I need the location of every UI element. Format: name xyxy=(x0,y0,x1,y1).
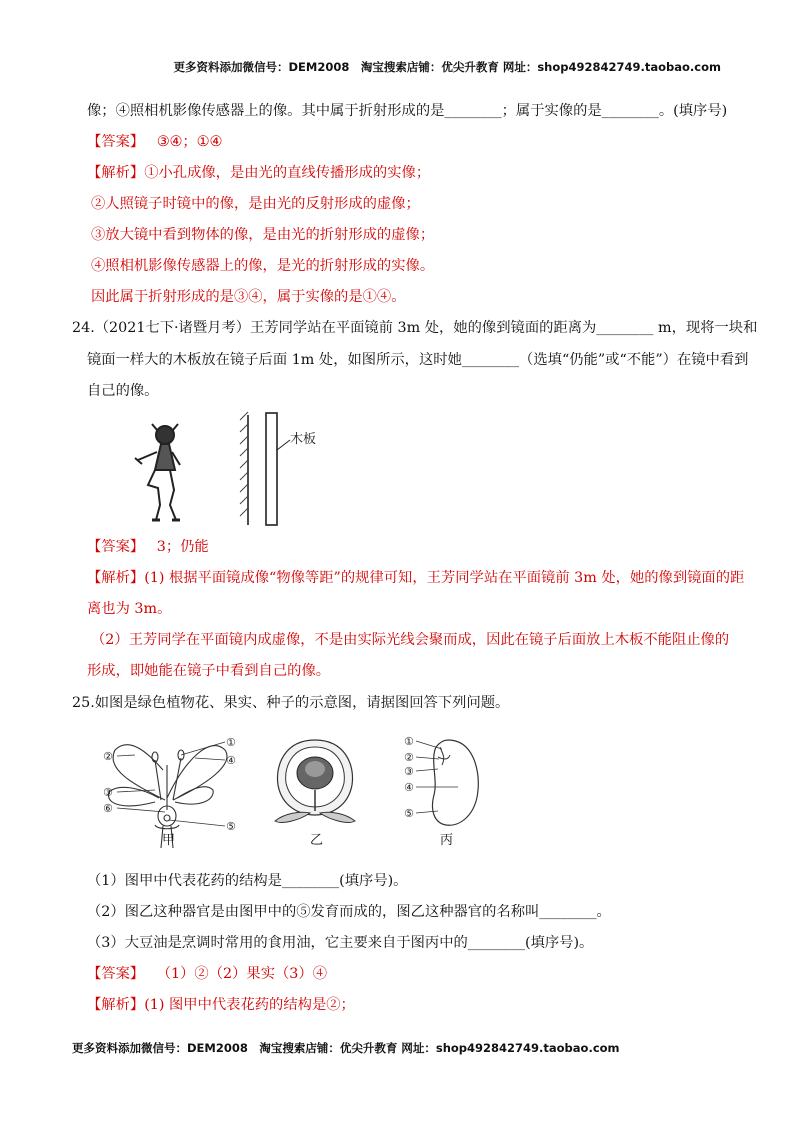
answer-text: ③④；①④ xyxy=(156,134,223,150)
page-header: 更多资料添加微信号：DEM2008 淘宝搜索店铺：优尖升教育 网址：shop492842749.taobao.com xyxy=(173,60,721,74)
q23-analysis-3: ③放大镜中看到物体的像，是由光的折射形成的虚像； xyxy=(91,227,435,243)
q24-analysis-1 xyxy=(87,568,744,588)
answer-label: 【答案】 xyxy=(87,966,145,982)
answer-text: （1）②（2）果实（3）④ xyxy=(156,966,327,982)
q23-analysis-1 xyxy=(87,163,430,183)
q25-answer xyxy=(87,964,327,984)
q23-analysis-2: ②人照镜子时镜中的像，是由光的反射形成的虚像； xyxy=(91,196,420,212)
q23-analysis-5: 因此属于折射形成的是③④，属于实像的是①④。 xyxy=(91,289,406,305)
q25-analysis-1 xyxy=(87,995,355,1015)
jia-label-3: ③ xyxy=(103,786,113,799)
plane-mirror xyxy=(240,412,248,525)
jia-label-5: ⑤ xyxy=(226,820,236,833)
fruit-diagram-yi xyxy=(270,735,360,827)
q24-analysis-3: （2）王芳同学在平面镜内成虚像，不是由实际光线会聚而成，因此在镜子后面放上木板不能阻止像的 xyxy=(91,632,730,648)
q25-intro: 25.如图是绿色植物花、果实、种子的示意图，请据图回答下列问题。 xyxy=(72,695,510,711)
jia-label-1: ① xyxy=(226,736,236,749)
analysis-text: ①小孔成像，是由光的直线传播形成的实像； xyxy=(144,165,431,181)
q23-question-tail: 像；④照相机影像传感器上的像。其中属于折射形成的是________；属于实像的是________。(填序号) xyxy=(87,103,728,119)
answer-label: 【答案】 xyxy=(87,134,145,150)
q24-question-line-2: 镜面一样大的木板放在镜子后面 1m 处，如图所示，这时她________（选填“仍能”或“不能”）在镜中看到 xyxy=(87,352,749,368)
fig-label-bing: 丙 xyxy=(440,833,454,848)
wooden-board xyxy=(266,413,277,525)
bing-label-5: ⑤ xyxy=(404,807,414,820)
fig-label-jia: 甲 xyxy=(162,833,176,848)
bing-label-3: ③ xyxy=(404,765,414,778)
analysis-text: (1) 根据平面镜成像“物像等距”的规律可知，王芳同学站在平面镜前 3m 处，她的像到镜面的距 xyxy=(144,570,745,586)
mirror-board-figure xyxy=(130,410,350,530)
q25-question-1: （1）图甲中代表花药的结构是________(填序号)。 xyxy=(87,873,408,889)
board-label: 木板 xyxy=(290,432,317,447)
page-footer: 更多资料添加微信号：DEM2008 淘宝搜索店铺：优尖升教育 网址：shop492842749.taobao.com xyxy=(72,1041,620,1055)
q24-analysis-4: 形成，即她能在镜子中看到自己的像。 xyxy=(87,663,331,679)
bing-label-1: ① xyxy=(404,735,414,748)
q24-answer xyxy=(87,537,209,557)
q25-question-2: （2）图乙这种器官是由图甲中的⑤发育而成的，图乙这种器官的名称叫________。 xyxy=(87,904,611,920)
q24-question-line-3: 自己的像。 xyxy=(87,383,159,399)
seed-diagram-bing xyxy=(398,735,488,831)
q24-question-line-1: 24.（2021七下·诸暨月考）王芳同学站在平面镜前 3m 处，她的像到镜面的距离为________ m，现将一块和 xyxy=(72,320,758,336)
q23-analysis-4: ④照相机影像传感器上的像，是光的折射形成的实像。 xyxy=(91,258,435,274)
q24-analysis-2: 离也为 3m。 xyxy=(87,601,172,617)
bing-label-2: ② xyxy=(404,751,414,764)
answer-text: 3；仍能 xyxy=(156,539,209,555)
analysis-label: 【解析】 xyxy=(87,997,145,1013)
jia-label-6: ⑥ xyxy=(103,802,113,815)
q23-answer xyxy=(87,132,222,152)
fig-label-yi: 乙 xyxy=(310,833,324,848)
bing-label-4: ④ xyxy=(404,781,414,794)
analysis-label: 【解析】 xyxy=(87,165,145,181)
jia-label-4: ④ xyxy=(226,754,236,767)
q25-question-3: （3）大豆油是烹调时常用的食用油，它主要来自于图丙中的________(填序号)。 xyxy=(87,935,594,951)
answer-label: 【答案】 xyxy=(87,539,145,555)
analysis-label: 【解析】 xyxy=(87,570,145,586)
jia-label-2: ② xyxy=(103,750,113,763)
analysis-text: (1) 图甲中代表花药的结构是②； xyxy=(144,997,355,1013)
girl-figure xyxy=(135,424,180,520)
